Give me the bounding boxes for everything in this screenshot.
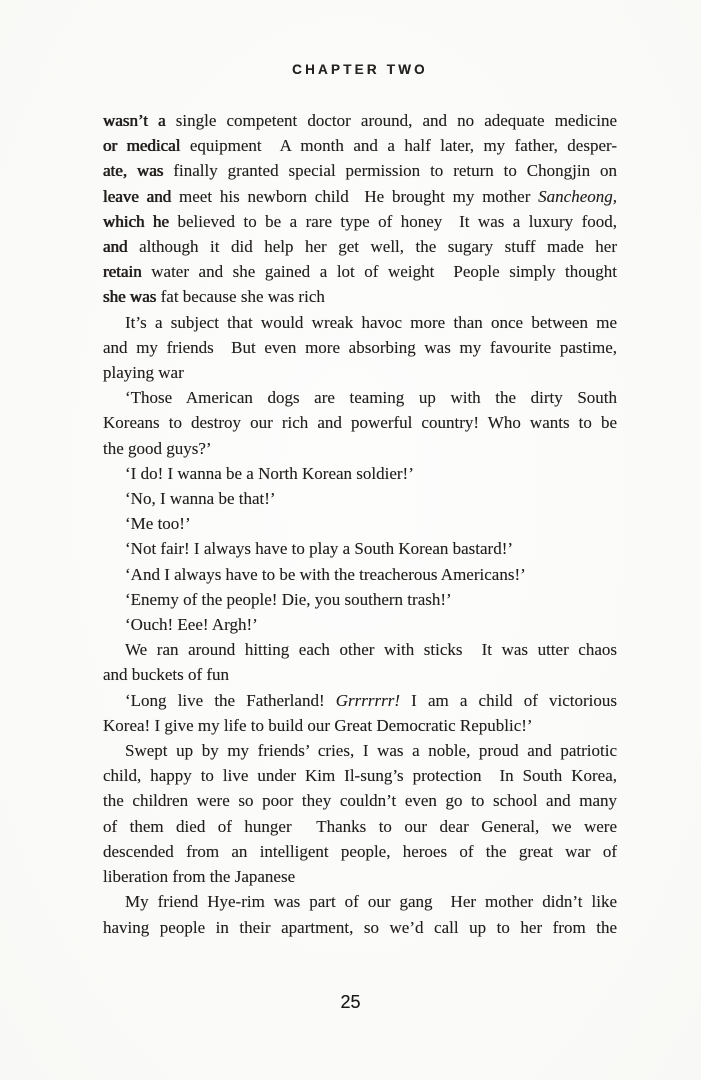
text-segment: which he (103, 211, 178, 231)
text-line (103, 259, 617, 284)
text-segment: My friend Hye-rim was part of our gang Her mother didn’t like (125, 892, 617, 912)
text-line (103, 612, 617, 637)
text-line (103, 410, 617, 435)
text-line (103, 814, 617, 839)
text-line (103, 763, 617, 788)
text-segment: ate, was (103, 161, 174, 181)
text-segment: liberation from the Japanese (103, 867, 296, 887)
text-segment: the good guys?’ (103, 438, 212, 458)
text-line (103, 486, 617, 511)
italic-text: Sancheong, (538, 186, 618, 206)
text-segment: she was (103, 287, 161, 307)
text-segment: We ran around hitting each other with sticks It was utter chaos (125, 640, 617, 660)
text-line (103, 713, 617, 738)
text-line (103, 915, 617, 940)
text-segment: ‘Me too!’ (125, 514, 191, 534)
text-segment: having people in their apartment, so we’d call up to her from the (103, 917, 617, 937)
text-segment: or medical (103, 136, 190, 156)
text-line (103, 536, 617, 561)
text-line (103, 158, 617, 183)
text-segment: leave and (103, 186, 180, 206)
text-line (103, 436, 617, 461)
text-segment: and buckets of fun (103, 665, 230, 685)
text-line (103, 889, 617, 914)
text-line (103, 864, 617, 889)
body-text (103, 108, 617, 940)
text-segment: meet his newborn child He brought my mother (179, 186, 539, 206)
text-segment: single competent doctor around, and no adequate medicine (175, 111, 618, 130)
text-segment: ‘Not fair! I always have to play a South Korean bastard!’ (125, 539, 514, 559)
text-segment: finally granted special permission to return to Chongjin on (173, 161, 617, 181)
text-line (103, 335, 617, 360)
text-line (103, 511, 617, 536)
text-line (103, 108, 617, 133)
text-line (103, 385, 617, 410)
text-segment: wasn’t a (103, 111, 176, 130)
text-segment: ‘Ouch! Eee! Argh!’ (125, 615, 258, 635)
text-segment: ‘Those American dogs are teaming up with the dirty South (125, 388, 617, 408)
text-line (103, 738, 617, 763)
italic-text: Grrrrrrr! (335, 690, 400, 710)
text-line (103, 133, 617, 158)
text-segment: ‘Enemy of the people! Die, you southern trash!’ (125, 589, 452, 609)
text-line (103, 360, 617, 385)
text-line (103, 310, 617, 335)
text-line (103, 688, 617, 713)
text-segment: ‘No, I wanna be that!’ (125, 489, 276, 509)
text-line (103, 839, 617, 864)
text-line (103, 461, 617, 486)
text-segment: water and she gained a lot of weight People simply thought (151, 262, 617, 282)
text-segment: child, happy to live under Kim Il-sung’s protection In South Korea, (103, 766, 617, 786)
text-line (103, 587, 617, 612)
text-segment: the children were so poor they couldn’t even go to school and many (103, 791, 617, 811)
text-line (103, 562, 617, 587)
text-segment: ‘And I always have to be with the treacherous Americans!’ (125, 564, 526, 584)
page-number: 25 (340, 992, 361, 1012)
text-segment: playing war (103, 363, 184, 383)
text-segment: It’s a subject that would wreak havoc more than once between me (125, 312, 617, 332)
text-segment: ‘I do! I wanna be a North Korean soldier!’ (125, 463, 414, 483)
text-segment: and (103, 237, 140, 257)
text-segment: I am a child of victorious (400, 690, 617, 710)
text-line (103, 284, 617, 309)
text-segment: equipment A month and a half later, my father, desper- (189, 136, 617, 156)
text-line (103, 234, 617, 259)
text-line (103, 209, 617, 234)
text-line (103, 788, 617, 813)
text-segment: Swept up by my friends’ cries, I was a noble, proud and patriotic (125, 741, 617, 761)
text-segment: descended from an intelligent people, heroes of the great war of (103, 841, 617, 861)
text-segment: believed to be a rare type of honey It was a luxury food, (177, 211, 617, 231)
text-segment: retain (103, 262, 152, 282)
text-line (103, 662, 617, 687)
text-segment: and my friends But even more absorbing was my favourite pastime, (103, 337, 617, 357)
text-segment: ‘Long live the Fatherland! (125, 690, 336, 710)
text-segment: Koreans to destroy our rich and powerful country! Who wants to be (103, 413, 617, 433)
text-segment: fat because she was rich (160, 287, 325, 307)
chapter-heading: CHAPTER TWO (292, 62, 428, 77)
text-segment: Korea! I give my life to build our Great Democratic Republic!’ (103, 715, 533, 735)
text-segment: of them died of hunger Thanks to our dear General, we were (103, 816, 617, 836)
text-segment: although it did help her get well, the sugary stuff made her (139, 237, 618, 257)
text-line (103, 637, 617, 662)
text-line (103, 184, 617, 209)
